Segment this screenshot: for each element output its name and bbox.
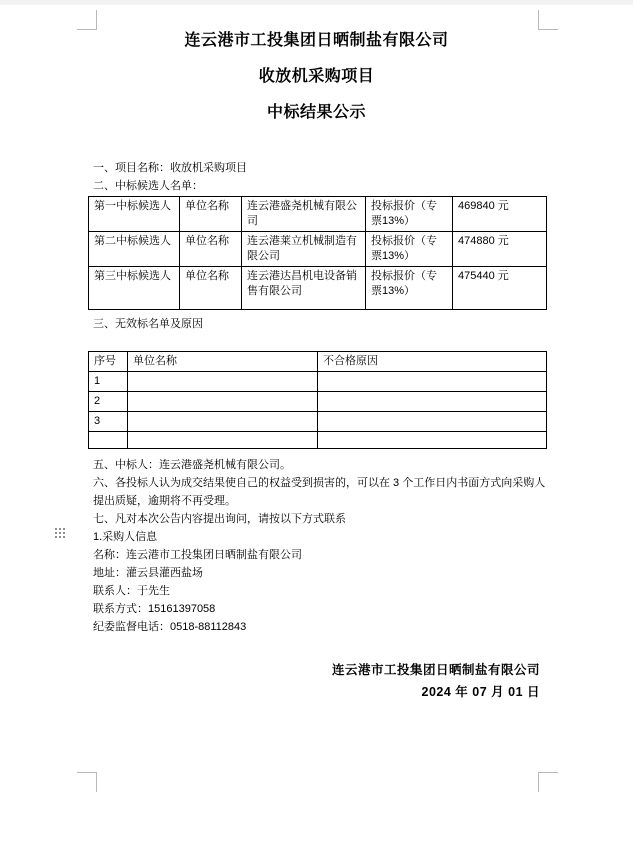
candidate-rank: 第三中标候选人 <box>89 267 180 310</box>
purchaser-supervision-phone: 纪委监督电话：0518-88112843 <box>93 621 247 633</box>
price-value: 474880 元 <box>453 232 547 267</box>
crop-mark-bottom-right-icon <box>538 772 558 792</box>
price-value: 469840 元 <box>453 197 547 232</box>
document-header <box>0 30 633 138</box>
price-label: 投标报价（专票13%） <box>366 232 453 267</box>
row-unit <box>128 412 318 432</box>
row-reason <box>318 392 547 412</box>
section-invalid-heading: 三、无效标名单及原因 <box>93 318 203 330</box>
table-row <box>89 232 547 267</box>
purchaser-heading: 1.采购人信息 <box>93 531 158 543</box>
dots-marker-icon <box>55 528 65 538</box>
row-no: 3 <box>89 412 128 432</box>
col-header-reason: 不合格原因 <box>318 352 547 372</box>
section-objection: 六、各投标人认为成交结果使自己的权益受到损害的，可以在 3 个工作日内书面方式向采购人提出质疑，逾期将不再受理。 <box>93 477 546 507</box>
row-unit <box>128 392 318 412</box>
body-paragraphs <box>93 456 548 636</box>
col-header-no: 序号 <box>89 352 128 372</box>
unit-label: 单位名称 <box>180 267 242 310</box>
row-reason <box>318 412 547 432</box>
candidates-table <box>88 196 547 310</box>
section-project-name: 一、项目名称：收放机采购项目 <box>93 162 247 174</box>
purchaser-name: 名称：连云港市工投集团日晒制盐有限公司 <box>93 549 302 561</box>
unit-label: 单位名称 <box>180 232 242 267</box>
price-value: 475440 元 <box>453 267 547 310</box>
invalid-bids-table <box>88 351 547 449</box>
section-candidates-heading: 二、中标候选人名单： <box>93 180 203 192</box>
signature-date: 2024 年 07 月 01 日 <box>421 685 540 699</box>
crop-mark-top-right-icon <box>538 10 558 30</box>
table-row <box>89 412 547 432</box>
row-unit <box>128 432 318 449</box>
section-contact-intro: 七、凡对本次公告内容提出询问，请按以下方式联系 <box>93 513 346 525</box>
table-row <box>89 267 547 310</box>
row-no: 2 <box>89 392 128 412</box>
crop-mark-top-left-icon <box>77 10 97 30</box>
row-reason <box>318 372 547 392</box>
title-announcement: 中标结果公示 <box>266 104 366 121</box>
company-name: 连云港达昌机电设备销售有限公司 <box>242 267 366 310</box>
row-unit <box>128 372 318 392</box>
purchaser-contact: 联系人：于先生 <box>93 585 170 597</box>
table-row <box>89 372 547 392</box>
company-name: 连云港盛尧机械有限公司 <box>242 197 366 232</box>
purchaser-address: 地址：灌云县灌西盐场 <box>93 567 203 579</box>
title-company: 连云港市工投集团日晒制盐有限公司 <box>184 32 449 49</box>
section-winner: 五、中标人：连云港盛尧机械有限公司。 <box>93 459 291 471</box>
table-header-row <box>89 352 547 372</box>
signature-company: 连云港市工投集团日晒制盐有限公司 <box>331 663 540 677</box>
page-top-edge <box>0 0 633 5</box>
price-label: 投标报价（专票13%） <box>366 197 453 232</box>
col-header-unit: 单位名称 <box>128 352 318 372</box>
candidate-rank: 第二中标候选人 <box>89 232 180 267</box>
row-no <box>89 432 128 449</box>
table-row <box>89 432 547 449</box>
candidate-rank: 第一中标候选人 <box>89 197 180 232</box>
row-reason <box>318 432 547 449</box>
title-project: 收放机采购项目 <box>258 68 375 85</box>
signature-block <box>332 659 540 703</box>
company-name: 连云港莱立机械制造有限公司 <box>242 232 366 267</box>
table-row <box>89 197 547 232</box>
unit-label: 单位名称 <box>180 197 242 232</box>
price-label: 投标报价（专票13%） <box>366 267 453 310</box>
purchaser-phone: 联系方式：15161397058 <box>93 603 216 615</box>
row-no: 1 <box>89 372 128 392</box>
table-row <box>89 392 547 412</box>
crop-mark-bottom-left-icon <box>77 772 97 792</box>
